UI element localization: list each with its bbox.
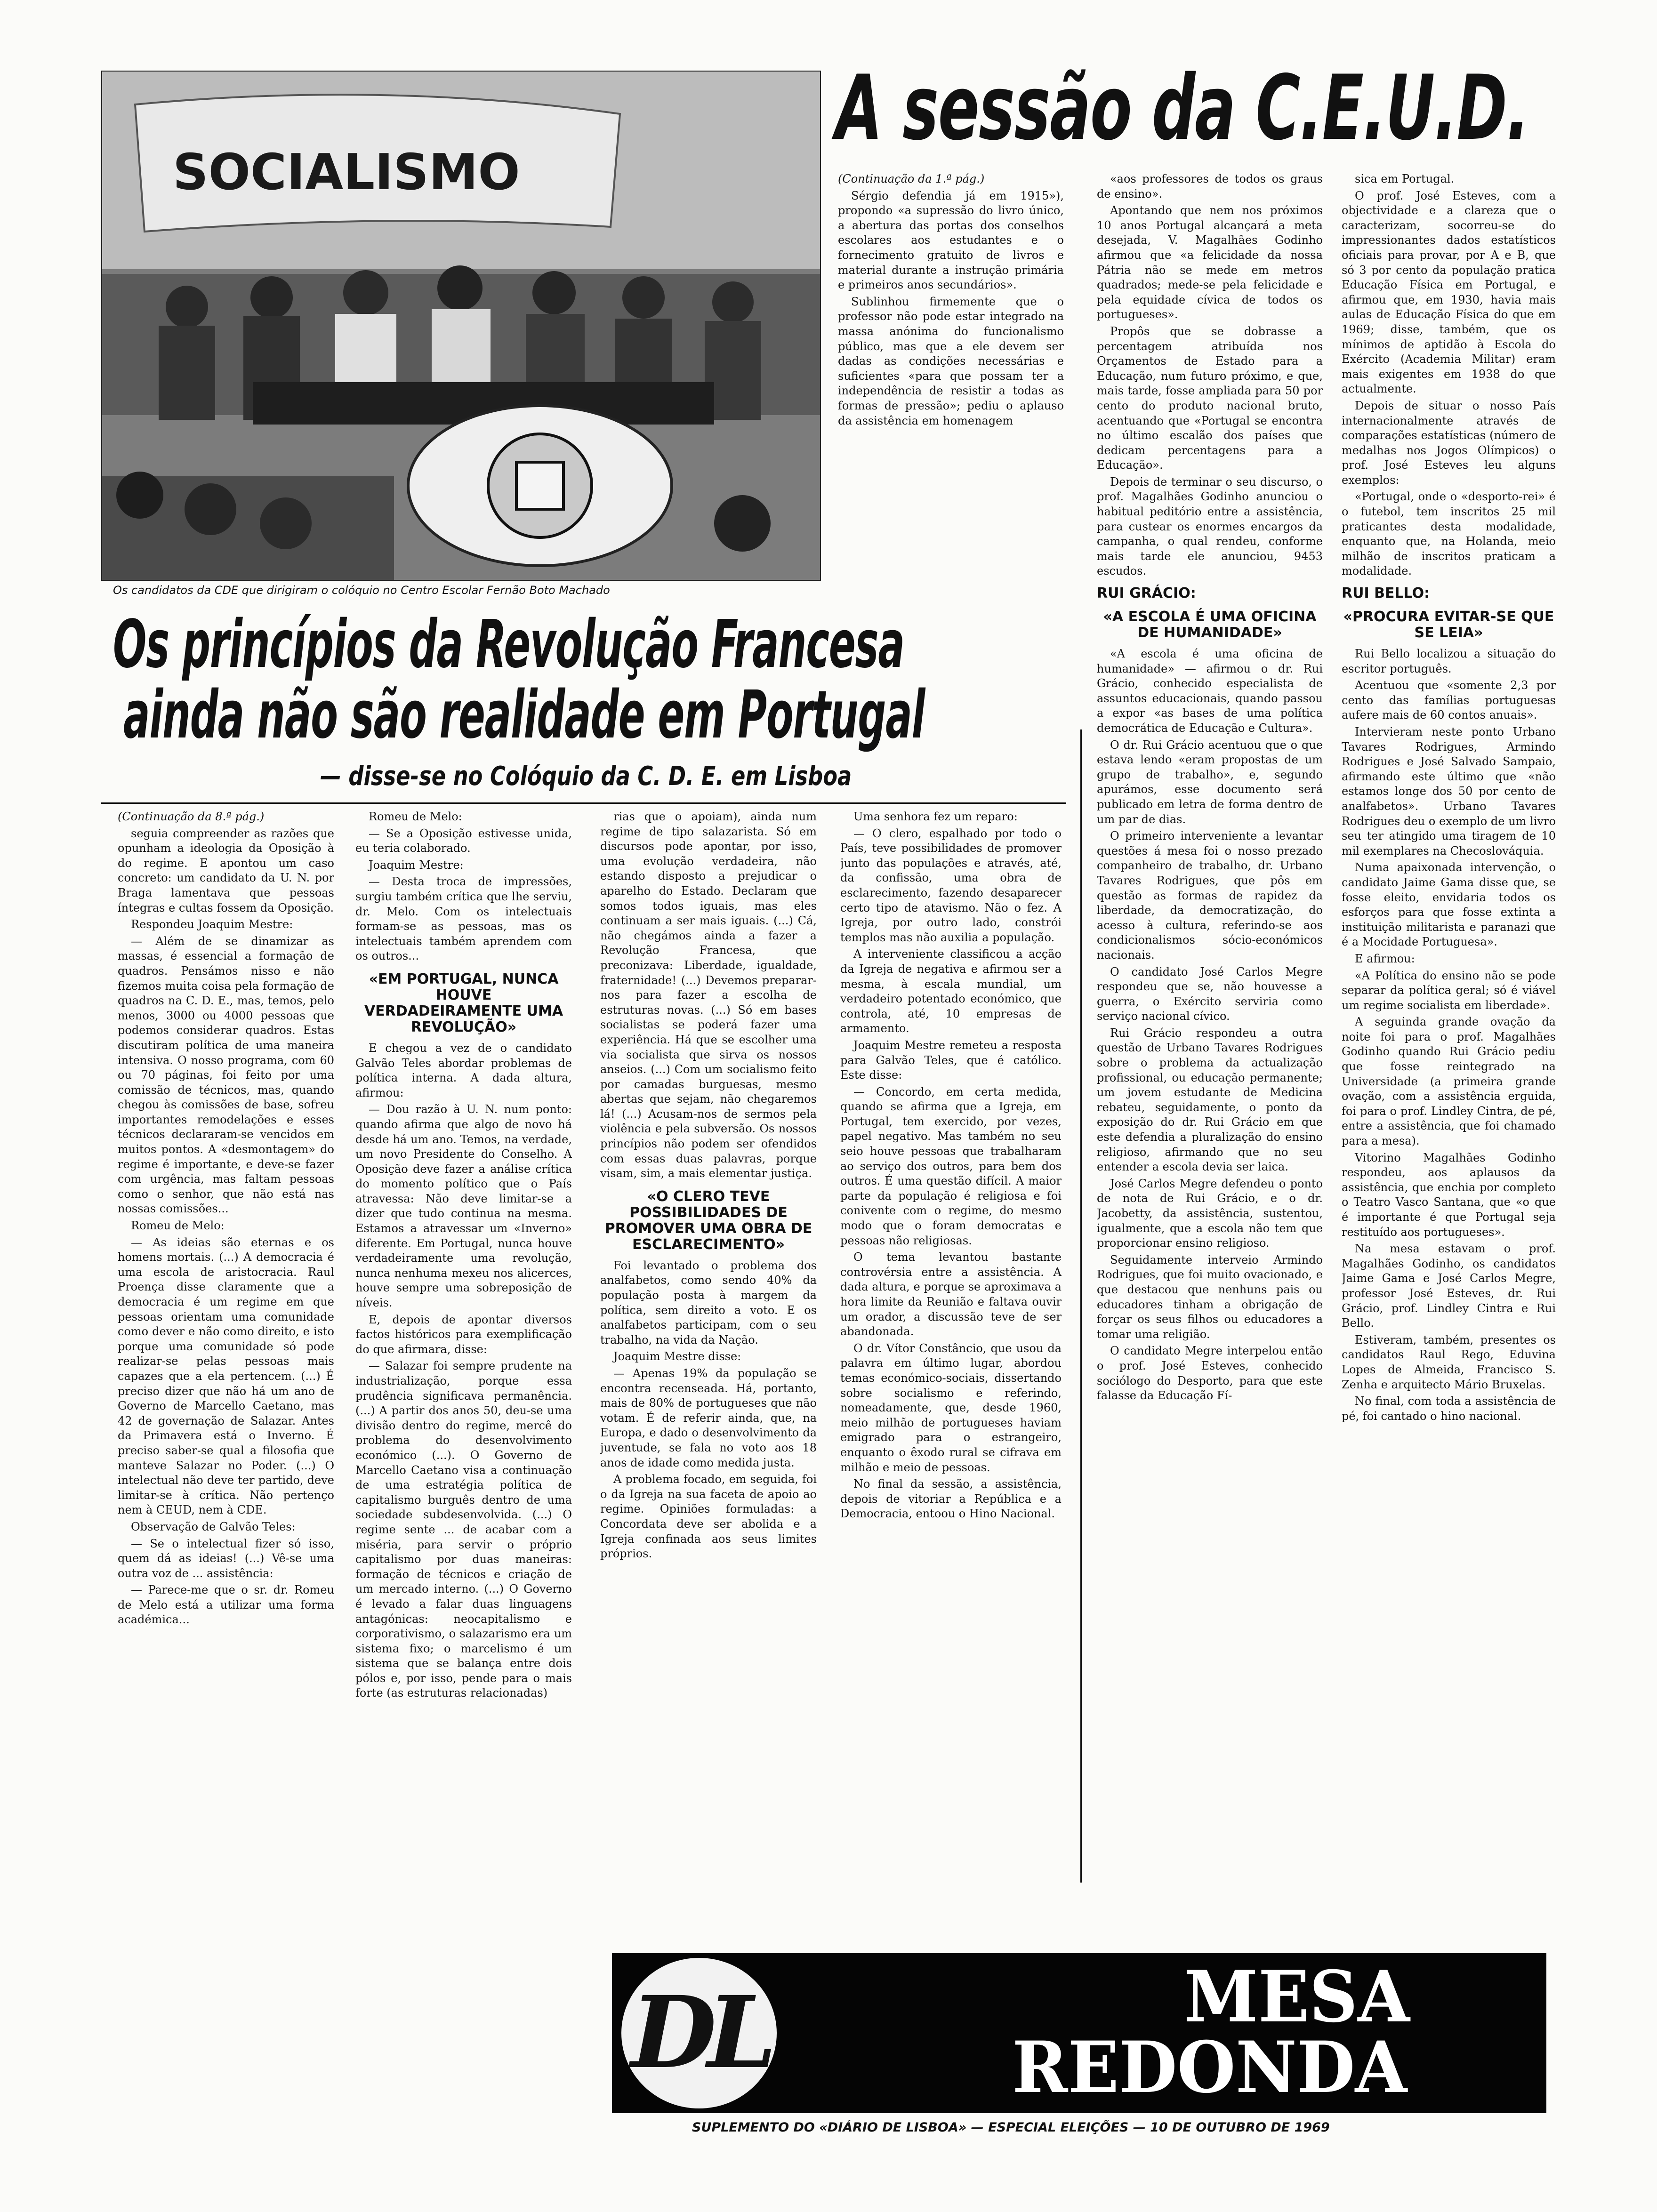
paragraph: (Continuação da 1.ª pág.) (838, 172, 985, 185)
paragraph: — Concordo, em certa medida, quando se afirma que a Igreja, em Portugal, tem exercido, por vezes, papel negativo. Mas também no seu seio houve pessoas que trabalharam ao serviço dos outros, para bem dos outros. É uma questão difícil. A maior parte da população é religiosa e foi conivente com o regime, do mesmo modo que o foram democratas e pessoas não religiosas. (840, 1085, 1062, 1247)
paragraph: — As ideias são eternas e os homens mortais. (...) A democracia é uma escola de aristocracia. Raul Proença disse claramente que a democracia é um regime em que pessoas orientam uma comunidade como dever e não como direito, e isto porque uma comunidade só pode realizar-se pelas pessoas mais capazes que a ela pertencem. (...) É preciso dizer que não há um ano de Governo de Marcello Caetano, mas 42 de governação de Salazar. Antes da Primavera está o Inverno. É preciso saber-se qual a filosofia que manteve Salazar no Poder. (...) O intelectual não deve ter partido, deve limitar-se à crítica. Não pertenço nem à CEUD, nem à CDE. (118, 1235, 334, 1517)
column-divider (1080, 729, 1082, 1883)
paragraph: A seguinda grande ovação da noite foi para o prof. Magalhães Godinho quando Rui Grácio pediu que fosse reintegrado na Universidade (a primeira grande ovação, com a assistência erguida, foi para o prof. Lindley Cintra, de pé, entre a assistência, que foi chamado para a mesa). (1342, 1015, 1556, 1148)
paragraph: «Portugal, onde o «desporto-rei» é o futebol, tem inscritos 25 mil praticantes desta modalidade, enquanto que, na Holanda, meio milhão de inscritos praticam a modalidade. (1342, 490, 1556, 578)
ceud-column-2 (1097, 172, 1323, 1937)
paragraph: Foi levantado o problema dos analfabetos, como sendo 40% da população posta à margem da política, sem direito a voto. E os analfabetos participam, com o seu trabalho, na vida da Nação. (600, 1258, 817, 1346)
paragraph: — Além de se dinamizar as massas, é essencial a formação de quadros. Pensámos nisso e não fizemos muita coisa pela formação de quadros na C. D. E., mas, temos, pelo menos, 3000 ou 4000 pessoas que podemos considerar quadros. Estas discutiram política de uma maneira intensiva. O nosso programa, com 60 ou 70 páginas, foi feito por uma comissão de técnicos, mas, quando chegou às comissões de base, sofreu importantes remodelações e esses técnicos declararam-se vencidos em muitos pontos. A «desmontagem» do regime é importante, e deve-se fazer com urgência, mas faltam pessoas como o senhor, que não está nas nossas comissões... (118, 934, 334, 1216)
paragraph: E afirmou: (1355, 952, 1415, 965)
paragraph: «A Política do ensino não se pode separar da política geral; só é viável um regime socialista em liberdade». (1342, 969, 1556, 1012)
subheading: «EM PORTUGAL, NUNCA HOUVE VERDADEIRAMENTE UMA REVOLUÇÃO» (364, 970, 563, 1035)
paragraph: Vitorino Magalhães Godinho respondeu, aos aplausos da assistência, que enchia por completo o Teatro Vasco Santana, que «o que é importante é que Portugal seja restituído aos portugueses». (1342, 1151, 1556, 1239)
main-deck: — disse-se no Colóquio da C. D. E. em Lisboa (320, 761, 852, 792)
ceud-column-3 (1342, 172, 1556, 1937)
main-headline-line2: ainda não são realidade em Portugal (123, 677, 925, 753)
paragraph: E chegou a vez de o candidato Galvão Teles abordar problemas de política interna. A dada altura, afirmou: (355, 1041, 572, 1099)
section-name: RUI GRÁCIO: (1097, 585, 1196, 602)
main-column-2 (355, 809, 572, 2127)
paragraph: Joaquim Mestre remeteu a resposta para Galvão Teles, que é católico. Este disse: (840, 1038, 1062, 1082)
page-title: A sessão da C.E.U.D. (836, 56, 1529, 160)
paragraph: A problema focado, em seguida, foi o da Igreja na sua faceta de apoio ao regime. Opiniões formuladas: a Concordata deve ser abolida e a Igreja confinada aos seus limites próprios. (600, 1473, 817, 1561)
subheading: «A ESCOLA É UMA OFICINA DE HUMANIDADE» (1103, 609, 1317, 641)
paragraph: O tema levantou bastante controvérsia entre a assistência. A dada altura, e porque se aproximava a hora limite da Reunião e faltava ouvir um orador, a discussão teve de ser abandonada. (840, 1250, 1062, 1338)
paragraph: sica em Portugal. (1355, 172, 1455, 185)
paragraph: O primeiro interveniente a levantar questões á mesa foi o nosso prezado companheiro de trabalho, dr. Urbano Tavares Rodrigues, que pôs em questão as formas de rapidez da liberdade, da democratização, do acesso à cultura, referindo-se aos condicionalismos sócio-económicos nacionais. (1097, 829, 1323, 962)
paragraph: No final, com toda a assistência de pé, foi cantado o hino nacional. (1342, 1395, 1556, 1423)
paragraph: Depois de situar o nosso País internacionalmente através de comparações estatísticas (número de medalhas nos Jogos Olímpicos) o prof. José Esteves leu alguns exemplos: (1342, 399, 1556, 487)
main-column-3 (600, 809, 817, 1930)
photo-caption: Os candidatos da CDE que dirigiram o colóquio no Centro Escolar Fernão Boto Machado (113, 584, 610, 597)
paragraph: «A escola é uma oficina de humanidade» — afirmou o dr. Rui Grácio, conhecido especialista de assuntos educacionais, quando passou a expor «as bases de uma política democrática de Educação e Cultura». (1097, 647, 1323, 735)
paragraph: Numa apaixonada intervenção, o candidato Jaime Gama disse que, se fosse eleito, envidaria todos os esforços para que fosse extinta a instituição militarista e paranazi que é a Mocidade Portuguesa». (1342, 861, 1556, 949)
paragraph: «aos professores de todos os graus de ensino». (1097, 172, 1323, 200)
paragraph: rias que o apoiam), ainda num regime de tipo salazarista. Só em discursos pode apontar, por isso, uma evolução verdadeira, não estando disposto a prejudicar o aparelho do Estado. Declaram que somos todos iguais, mas eles continuam a ser mais iguais. (...) Cá, não chegámos ainda a fazer a Revolução Francesa, que preconizava: Liberdade, igualdade, fraternidade! (...) Devemos preparar-nos para fazer a escolha de estruturas novas. (...) Só em bases socialistas se poderá fazer uma experiência. Há que se escolher uma via socialista que sirva os nossos anseios. (...) Com um socialismo feito por camadas burguesas, mesmo abertas que sejam, não chegaremos lá! (...) Acusam-nos de sermos pela violência e pela subversão. Os nossos princípios não podem ser ofendidos com essas duas palavras, porque visam, sim, a mais elementar justiça. (600, 810, 817, 1180)
paragraph: No final da sessão, a assistência, depois de vitoriar a República e a Democracia, entoou o Hino Nacional. (840, 1477, 1062, 1521)
masthead-title-line2: REDONDA (1012, 2026, 1408, 2109)
main-column-1 (118, 809, 334, 2127)
paragraph: Intervieram neste ponto Urbano Tavares Rodrigues, Armindo Rodrigues e José Salvado Sampaio, afirmando este último que «não estamos longe dos 50 por cento de analfabetos». Urbano Tavares Rodrigues deu o exemplo de um livro seu ter atingido uma tiragem de 10 mil exemplares na Checoslováquia. (1342, 725, 1556, 858)
paragraph: O candidato Megre interpelou então o prof. José Esteves, conhecido sociólogo do Desporto, para que este falasse da Educação Fí- (1097, 1344, 1323, 1403)
paragraph: — Apenas 19% da população se encontra recenseada. Há, portanto, mais de 80% de portugueses que não votam. É de referir ainda, que, na Europa, e dado o desenvolvimento da juventude, se fala no voto aos 18 anos de idade como medida justa. (600, 1367, 817, 1469)
paragraph: A interveniente classificou a acção da Igreja de negativa e afirmou ser a mesma, à escala mundial, um verdadeiro potentado económico, que controla, até, 10 empresas de armamento. (840, 947, 1062, 1035)
masthead-title-line1: MESA (1184, 1956, 1410, 2038)
paragraph: Rui Bello localizou a situação do escritor português. (1342, 647, 1556, 675)
paragraph: Propôs que se dobrasse a percentagem atribuída nos Orçamentos de Estado para a Educação, num futuro próximo, e que, mais tarde, fosse ampliada para 50 por cento do produto nacional bruto, acentuando que «Portugal se encontra no último escalão dos países que dedicam percentagens para a Educação». (1097, 324, 1323, 472)
main-headline-line1: Os princípios da Revolução Francesa (113, 606, 904, 683)
paragraph: Uma senhora fez um reparo: (853, 810, 1018, 823)
paragraph: — O clero, espalhado por todo o País, teve possibilidades de promover junto das populações e através, até, da confissão, uma obra de esclarecimento, fazendo desaparecer certo tipo de atavismo. Não o fez. A Igreja, por outro lado, constrói templos mas não auxilia a população. (840, 826, 1062, 944)
paragraph: Joaquim Mestre: (369, 858, 464, 872)
paragraph: José Carlos Megre defendeu o ponto de nota de Rui Grácio, e o dr. Jacobetty, da assistência, sustentou, igualmente, que a escola não tem que proporcionar ensino religioso. (1097, 1177, 1323, 1250)
paragraph: Seguidamente interveio Armindo Rodrigues, que foi muito ovacionado, e que destacou que nenhuns pais ou educadores tinham a obrigação de forçar os seus filhos ou educadores a tomar uma religião. (1097, 1253, 1323, 1341)
paragraph: Estiveram, também, presentes os candidatos Raul Rego, Eduvina Lopes de Almeida, Francisco S. Zenha e arquitecto Mário Bruxelas. (1342, 1333, 1556, 1391)
paragraph: E, depois de apontar diversos factos históricos para exemplificação do que afirmara, disse: (355, 1313, 572, 1356)
paragraph: — Se a Oposição estivesse unida, eu teria colaborado. (355, 826, 572, 855)
photo-banner-text: SOCIALISMO (173, 144, 520, 201)
paragraph: O prof. José Esteves, com a objectividade e a clareza que o caracterizam, socorreu-se do impressionantes dados estatísticos oficiais para provar, por A e B, que só 3 por cento da população pratica Educação Física em Portugal, e afirmou que, em 1930, havia mais aulas de Educação Física do que em 1969; disse, também, que os mínimos de aptidão à Escola do Exército (Academia Militar) eram mais exigentes em 1938 do que actualmente. (1342, 189, 1556, 396)
paragraph: Observação de Galvão Teles: (131, 1520, 296, 1533)
paragraph: Apontando que nem nos próximos 10 anos Portugal alcançará a meta desejada, V. Magalhães Godinho afirmou que «a felicidade da nossa Pátria não se mede em metros quadrados; mede-se pela felicidade e pela equidade cívica de todos os portugueses». (1097, 204, 1323, 321)
paragraph: Rui Grácio respondeu a outra questão de Urbano Tavares Rodrigues sobre o problema da actualização profissional, ou educação permanente; um jovem estudante de Medicina rebateu, seguidamente, o ponto da exposição do dr. Rui Grácio em que este defendia a pluralização do ensino religioso, afirmando que no seu entender a escola devia ser laica. (1097, 1026, 1323, 1174)
paragraph: Depois de terminar o seu discurso, o prof. Magalhães Godinho anunciou o habitual peditório entre a assistência, para custear os enormes encargos da campanha, o qual rendeu, conforme mais tarde ele anunciou, 9453 escudos. (1097, 475, 1323, 578)
paragraph: — Se o intelectual fizer só isso, quem dá as ideias! (...) Vê-se uma outra voz de ... assistência: (118, 1537, 334, 1580)
page-footer: SUPLEMENTO DO «DIÁRIO DE LISBOA» — ESPECIAL ELEIÇÕES — 10 DE OUTUBRO DE 1969 (692, 2120, 1330, 2135)
paragraph: Joaquim Mestre disse: (613, 1350, 741, 1363)
paragraph: Sérgio defendia já em 1915»), propondo «a supressão do livro único, a abertura das portas dos conselhos escolares aos estudantes e o fornecimento gratuito de livros e material durante a instrução primária e primeiros anos secundários». (838, 189, 1064, 292)
paragraph: O dr. Vítor Constâncio, que usou da palavra em último lugar, abordou temas económico-sociais, dissertando sobre socialismo e referindo, nomeadamente, que, desde 1960, meio milhão de portugueses haviam emigrado para o estrangeiro, enquanto o êxodo rural se cifrava em milhão e meio de pessoas. (840, 1341, 1062, 1474)
paragraph: Respondeu Joaquim Mestre: (131, 918, 293, 931)
paragraph: O candidato José Carlos Megre respondeu que se, não houvesse a guerra, o Exército serviria como serviço nacional cívico. (1097, 965, 1323, 1023)
main-column-4 (840, 809, 1062, 1930)
campaign-photo (101, 71, 821, 581)
paragraph: O dr. Rui Grácio acentuou que o que estava lendo «eram propostas de um grupo de trabalho», e, segundo apurámos, esse documento será publicado em letra de forma dentro de um par de dias. (1097, 738, 1323, 826)
paragraph: Romeu de Melo: (369, 810, 462, 823)
paragraph: — Salazar foi sempre prudente na industrialização, porque essa prudência significava permanência. (...) A partir dos anos 50, deu-se uma divisão dentro do regime, mercê do problema do desenvolvimento económico (...). O Governo de Marcello Caetano visa a continuação de uma estratégia política de capitalismo burguês dentro de uma sociedade subdesenvolvida. (...) O regime sente ... de acabar com a miséria, para servir o próprio capitalismo por duas maneiras: formação de técnicos e criação de um mercado interno. (...) O Governo é levado a falar duas linguagens antagónicas: neocapitalismo e corporativismo, o salazarismo era um sistema fixo; o marcelismo é um sistema que se balança entre dois pólos e, por isso, pende para o mais forte (as estruturas relacionadas) (355, 1359, 572, 1700)
paragraph: seguia compreender as razões que opunham a ideologia da Oposição à do regime. E apontou um caso concreto: um candidato da U. N. por Braga lamentava que pessoas íntegras e cultas fossem da Oposição. (118, 826, 334, 914)
article-rule (101, 802, 1066, 804)
paragraph: Romeu de Melo: (131, 1219, 225, 1233)
paragraph: — Dou razão à U. N. num ponto: quando afirma que algo de novo há desde há um ano. Temos, na verdade, um novo Presidente do Conselho. A Oposição deve fazer a análise crítica do momento político que o País atravessa: Não deve limitar-se a dizer que tudo continua na mesma. Estamos a atravessar um «Inverno» diferente. Em Portugal, nunca houve verdadeiramente uma revolução, nunca nenhuma mexeu nos alicerces, houve sempre uma sobreposição de níveis. (355, 1103, 572, 1310)
paragraph: Sublinhou firmemente que o professor não pode estar integrado na massa anónima do funcionalismo público, mas que a ele devem ser dadas as condições necessárias e suficientes «para que possam ter a independência de resistir a todas as formas de pressão»; pediu o aplauso da assistência em homenagem (838, 295, 1064, 427)
paragraph: — Desta troca de impressões, surgiu também crítica que lhe serviu, dr. Melo. Com os intelectuais formam-se as pessoas, mas os intelectuais também aprendem com os outros... (355, 875, 572, 963)
paragraph: Acentuou que «somente 2,3 por cento das famílias portuguesas aufere mais de 60 contos anuais». (1342, 679, 1556, 722)
dl-logo-text: DL (631, 1974, 767, 2091)
paragraph: (Continuação da 8.ª pág.) (118, 810, 265, 823)
subheading: «O CLERO TEVE POSSIBILIDADES DE PROMOVER UMA OBRA DE ESCLARECIMENTO» (604, 1188, 812, 1253)
paragraph: — Parece-me que o sr. dr. Romeu de Melo está a utilizar uma forma académica... (118, 1583, 334, 1627)
paragraph: Na mesa estavam o prof. Magalhães Godinho, os candidatos Jaime Gama e José Carlos Megre, professor José Esteves, dr. Rui Grácio, prof. Lindley Cintra e Rui Bello. (1342, 1242, 1556, 1330)
ceud-column-1 (838, 172, 1064, 595)
photo-illustration (102, 72, 820, 580)
section-name: RUI BELLO: (1342, 585, 1430, 602)
subheading: «PROCURA EVITAR-SE QUE SE LEIA» (1343, 609, 1554, 641)
